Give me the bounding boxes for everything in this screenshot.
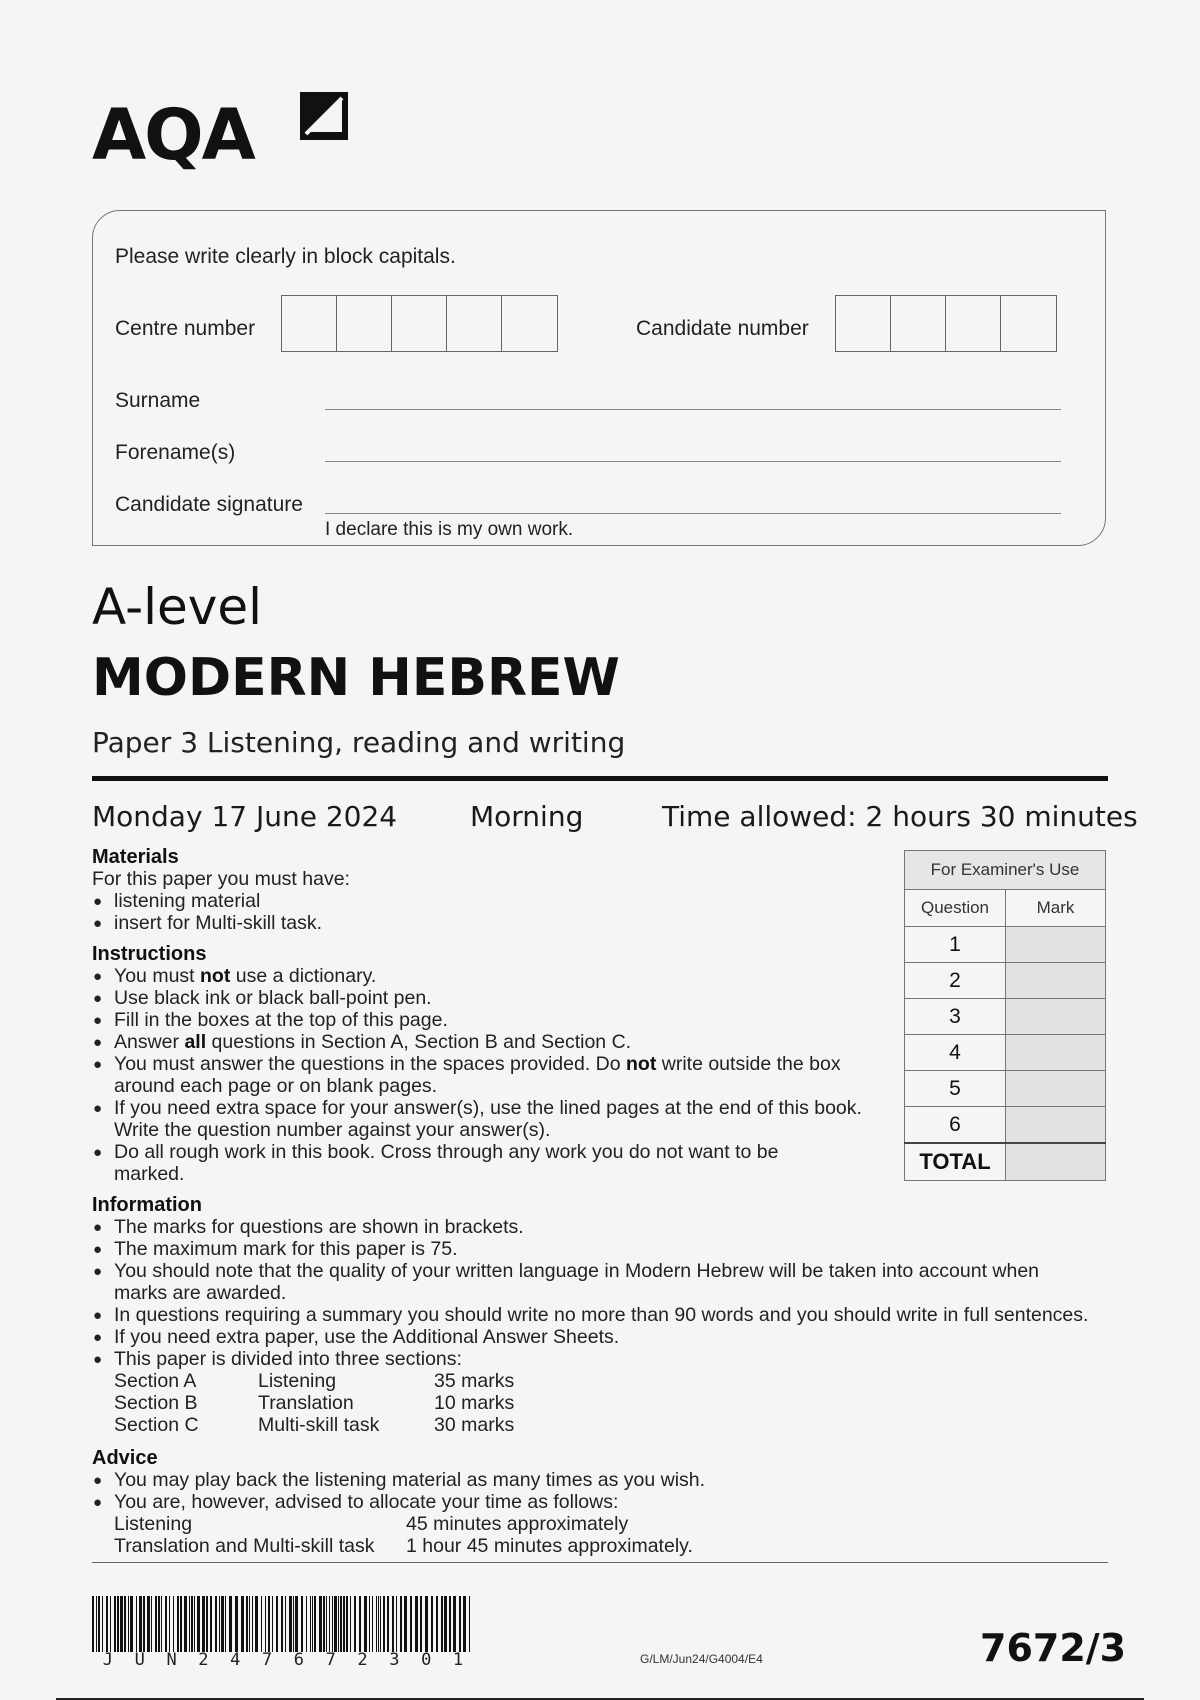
mark-column-header: Mark (1006, 890, 1106, 927)
barcode-bar (329, 1596, 330, 1652)
instruction-dictionary: You must not use a dictionary. (114, 965, 377, 987)
barcode-bar (459, 1596, 461, 1652)
instruction-spaces: You must answer the questions in the spaces provided. Do not write outside the box (114, 1053, 841, 1075)
barcode-bar (343, 1596, 345, 1652)
table-row (905, 927, 1106, 963)
barcode-bar (295, 1596, 298, 1652)
barcode-bar (301, 1596, 303, 1652)
info-marks-brackets: The marks for questions are shown in brackets. (114, 1216, 524, 1238)
info-summary-words: In questions requiring a summary you should write no more than 90 words and you should write in full sentences. (114, 1304, 1089, 1326)
candidate-digit-box[interactable] (1001, 296, 1056, 351)
instruction-extra-space-cont: Write the question number against your answer(s). (114, 1119, 551, 1141)
question-number: 3 (905, 999, 1006, 1035)
mark-cell (1006, 1035, 1106, 1071)
section-a-type: Listening (258, 1370, 337, 1392)
barcode-bar (312, 1596, 313, 1652)
barcode-bar (128, 1596, 129, 1652)
barcode-bar (392, 1596, 394, 1652)
barcode-bar (272, 1596, 273, 1652)
candidate-number-boxes[interactable] (835, 295, 1057, 352)
block-capitals-note: Please write clearly in block capitals. (115, 245, 456, 268)
candidate-digit-box[interactable] (946, 296, 1001, 351)
barcode-bar (383, 1596, 385, 1652)
instruction-spaces-cont: around each page or on blank pages. (114, 1075, 438, 1097)
barcode-bar (147, 1596, 150, 1652)
barcode-bar (177, 1596, 179, 1652)
bullet-icon: ● (93, 1219, 103, 1236)
paper-reference: G/LM/Jun24/G4004/E4 (640, 1652, 763, 1666)
time-allowed: Time allowed: 2 hours 30 minutes (662, 800, 1138, 833)
instructions-heading: Instructions (92, 943, 207, 965)
centre-digit-box[interactable] (502, 296, 557, 351)
barcode-digit: 0 (421, 1650, 432, 1670)
barcode-bar (130, 1596, 133, 1652)
bullet-icon: ● (93, 1351, 103, 1368)
barcode-bar (463, 1596, 466, 1652)
section-a-name: Section A (114, 1370, 197, 1392)
barcode-bar (169, 1596, 170, 1652)
mark-cell (1006, 927, 1106, 963)
total-mark-cell (1006, 1143, 1106, 1181)
bullet-icon: ● (93, 990, 103, 1007)
barcode-bar (189, 1596, 190, 1652)
barcode-bar (173, 1596, 174, 1652)
barcode-bar (346, 1596, 348, 1652)
question-number: 1 (905, 927, 1006, 963)
barcode-bar (306, 1596, 307, 1652)
materials-heading: Materials (92, 846, 179, 868)
barcode-bar (110, 1596, 111, 1652)
forename-field[interactable] (325, 461, 1061, 462)
bullet-icon: ● (93, 1100, 103, 1117)
barcode-bar (265, 1596, 266, 1652)
centre-number-label: Centre number (115, 317, 256, 340)
barcode-bar (206, 1596, 208, 1652)
info-extra-paper: If you need extra paper, use the Additional Answer Sheets. (114, 1326, 620, 1348)
materials-item: insert for Multi-skill task. (114, 912, 323, 934)
barcode-bar (194, 1596, 195, 1652)
candidate-details-box (92, 210, 1106, 546)
table-row (905, 963, 1106, 999)
barcode (92, 1596, 474, 1652)
barcode-bar (340, 1596, 342, 1652)
barcode-bar (117, 1596, 119, 1652)
barcode-bar (241, 1596, 244, 1652)
barcode-bar (197, 1596, 200, 1652)
forename-label: Forename(s) (115, 441, 236, 464)
barcode-digit: 4 (230, 1650, 241, 1670)
barcode-bar (396, 1596, 397, 1652)
table-row (905, 1071, 1106, 1107)
bullet-icon: ● (93, 1241, 103, 1258)
barcode-bar (338, 1596, 339, 1652)
candidate-digit-box[interactable] (891, 296, 946, 351)
barcode-digit: 2 (357, 1650, 368, 1670)
barcode-digits (92, 1650, 474, 1670)
examiner-use-table (904, 850, 1106, 1181)
barcode-bar (469, 1596, 470, 1652)
barcode-bar (334, 1596, 337, 1652)
aqa-logo (92, 88, 354, 184)
barcode-digit: 6 (293, 1650, 304, 1670)
barcode-bar (221, 1596, 224, 1652)
info-sections-intro: This paper is divided into three sections: (114, 1348, 462, 1370)
barcode-bar (151, 1596, 152, 1652)
barcode-bar (359, 1596, 361, 1652)
barcode-bar (404, 1596, 407, 1652)
barcode-bar (314, 1596, 316, 1652)
aqa-logo-mark-icon (296, 88, 352, 144)
info-language-quality: You should note that the quality of your written language in Modern Hebrew will be taken into account when (114, 1260, 1040, 1282)
instruction-boxes: Fill in the boxes at the top of this page. (114, 1009, 448, 1031)
subject-title: MODERN HEBREW (92, 648, 620, 708)
barcode-bar (225, 1596, 226, 1652)
barcode-bar (425, 1596, 428, 1652)
total-label: TOTAL (905, 1143, 1006, 1181)
total-row (905, 1143, 1106, 1181)
barcode-bar (106, 1596, 108, 1652)
barcode-bar (98, 1596, 100, 1652)
instruction-extra-space: If you need extra space for your answer(s), use the lined pages at the end of this book. (114, 1097, 862, 1119)
bullet-icon: ● (93, 1263, 103, 1280)
centre-digit-box[interactable] (337, 296, 392, 351)
signature-field[interactable] (325, 513, 1061, 514)
advice-translation-time: 1 hour 45 minutes approximately. (406, 1535, 693, 1557)
question-number: 4 (905, 1035, 1006, 1071)
surname-label: Surname (115, 389, 201, 412)
instruction-ink: Use black ink or black ball-point pen. (114, 987, 432, 1009)
bullet-icon: ● (93, 1034, 103, 1051)
barcode-bar (255, 1596, 258, 1652)
instruction-answer-all: Answer all questions in Section A, Section B and Section C. (114, 1031, 632, 1053)
advice-listening-time: 45 minutes approximately (406, 1513, 629, 1535)
barcode-bar (436, 1596, 438, 1652)
barcode-bar (420, 1596, 422, 1652)
question-number: 5 (905, 1071, 1006, 1107)
table-row (905, 1107, 1106, 1144)
barcode-digit: N (166, 1650, 177, 1670)
surname-field[interactable] (325, 409, 1061, 410)
mark-cell (1006, 1107, 1106, 1144)
advice-listening-label: Listening (114, 1513, 193, 1535)
barcode-bar (364, 1596, 367, 1652)
question-number: 6 (905, 1107, 1006, 1144)
bullet-icon: ● (93, 968, 103, 985)
barcode-bar (215, 1596, 217, 1652)
barcode-bar (332, 1596, 333, 1652)
barcode-bar (276, 1596, 278, 1652)
section-b-type: Translation (258, 1392, 354, 1414)
barcode-bar (210, 1596, 212, 1652)
barcode-bar (449, 1596, 451, 1652)
section-c-name: Section C (114, 1414, 199, 1436)
barcode-bar (124, 1596, 126, 1652)
barcode-bar (387, 1596, 389, 1652)
barcode-bar (252, 1596, 253, 1652)
info-max-mark: The maximum mark for this paper is 75. (114, 1238, 458, 1260)
barcode-bar (415, 1596, 418, 1652)
barcode-bar (180, 1596, 182, 1652)
information-heading: Information (92, 1194, 202, 1216)
materials-item: listening material (114, 890, 261, 912)
section-c-type: Multi-skill task (258, 1414, 380, 1436)
barcode-digit: U (134, 1650, 145, 1670)
info-language-quality-cont: marks are awarded. (114, 1282, 287, 1304)
candidate-number-label: Candidate number (636, 317, 809, 340)
materials-intro: For this paper you must have: (92, 868, 350, 890)
qualification-title: A-level (92, 578, 263, 636)
barcode-bar (158, 1596, 160, 1652)
barcode-bar (161, 1596, 162, 1652)
advice-translation-label: Translation and Multi-skill task (114, 1535, 375, 1557)
bullet-icon: ● (93, 1056, 103, 1073)
section-a-marks: 35 marks (434, 1370, 515, 1392)
centre-digit-box[interactable] (282, 296, 337, 351)
barcode-bar (444, 1596, 447, 1652)
paper-title: Paper 3 Listening, reading and writing (92, 726, 626, 759)
mark-cell (1006, 999, 1106, 1035)
bullet-icon: ● (93, 1012, 103, 1029)
barcode-digit: 7 (325, 1650, 336, 1670)
section-b-name: Section B (114, 1392, 198, 1414)
bullet-icon: ● (93, 1144, 103, 1161)
advice-divider (92, 1562, 1108, 1563)
barcode-bar (165, 1596, 167, 1652)
centre-number-boxes[interactable] (281, 295, 558, 352)
centre-digit-box[interactable] (392, 296, 447, 351)
barcode-bar (96, 1596, 97, 1652)
barcode-bar (369, 1596, 370, 1652)
barcode-bar (139, 1596, 142, 1652)
table-row (905, 1035, 1106, 1071)
mark-cell (1006, 1071, 1106, 1107)
barcode-bar (235, 1596, 238, 1652)
centre-digit-box[interactable] (447, 296, 502, 351)
barcode-bar (350, 1596, 351, 1652)
barcode-bar (319, 1596, 322, 1652)
mark-cell (1006, 963, 1106, 999)
barcode-digit: J (102, 1650, 114, 1670)
bullet-icon: ● (93, 915, 103, 932)
exam-session: Morning (470, 800, 584, 833)
barcode-bar (120, 1596, 123, 1652)
barcode-bar (441, 1596, 443, 1652)
barcode-bar (281, 1596, 283, 1652)
barcode-bar (155, 1596, 157, 1652)
section-c-marks: 30 marks (434, 1414, 515, 1436)
advice-heading: Advice (92, 1447, 158, 1469)
paper-code: 7672/3 (980, 1626, 1127, 1670)
barcode-bar (191, 1596, 193, 1652)
signature-label: Candidate signature (115, 493, 303, 516)
exam-date: Monday 17 June 2024 (92, 800, 398, 833)
barcode-bar (114, 1596, 116, 1652)
barcode-bar (92, 1596, 94, 1652)
bullet-icon: ● (93, 1329, 103, 1346)
barcode-bar (431, 1596, 433, 1652)
barcode-bar (268, 1596, 270, 1652)
instruction-rough-work-cont: marked. (114, 1163, 185, 1185)
barcode-bar (380, 1596, 381, 1652)
declaration-text: I declare this is my own work. (325, 519, 574, 540)
bullet-icon: ● (93, 1494, 103, 1511)
barcode-bar (229, 1596, 232, 1652)
barcode-bar (143, 1596, 145, 1652)
question-number: 2 (905, 963, 1006, 999)
candidate-digit-box[interactable] (836, 296, 891, 351)
bullet-icon: ● (93, 1307, 103, 1324)
question-column-header: Question (905, 890, 1006, 927)
aqa-logo-text: AQA (92, 94, 254, 176)
table-row (905, 999, 1106, 1035)
barcode-bar (376, 1596, 377, 1652)
barcode-bar (326, 1596, 327, 1652)
barcode-bar (378, 1596, 379, 1652)
barcode-digit: 3 (389, 1650, 400, 1670)
advice-allocate: You are, however, advised to allocate your time as follows: (114, 1491, 619, 1513)
examiner-table-heading: For Examiner's Use (905, 851, 1106, 890)
barcode-bar (285, 1596, 286, 1652)
barcode-bar (219, 1596, 220, 1652)
barcode-bar (246, 1596, 248, 1652)
barcode-bar (184, 1596, 187, 1652)
barcode-bar (102, 1596, 103, 1652)
barcode-bar (453, 1596, 456, 1652)
barcode-digit: 7 (261, 1650, 273, 1670)
title-divider (92, 776, 1108, 781)
barcode-bar (354, 1596, 356, 1652)
barcode-digit: 1 (452, 1650, 464, 1670)
bullet-icon: ● (93, 893, 103, 910)
barcode-bar (323, 1596, 325, 1652)
bullet-icon: ● (93, 1472, 103, 1489)
barcode-bar (289, 1596, 292, 1652)
instruction-rough-work: Do all rough work in this book. Cross through any work you do not want to be (114, 1141, 779, 1163)
advice-playback: You may play back the listening material as many times as you wish. (114, 1469, 706, 1491)
barcode-bar (310, 1596, 311, 1652)
barcode-bar (249, 1596, 250, 1652)
barcode-bar (202, 1596, 205, 1652)
section-b-marks: 10 marks (434, 1392, 515, 1414)
barcode-bar (136, 1596, 137, 1652)
barcode-bar (372, 1596, 373, 1652)
barcode-bar (261, 1596, 262, 1652)
barcode-bar (293, 1596, 294, 1652)
barcode-bar (410, 1596, 412, 1652)
barcode-bar (400, 1596, 402, 1652)
barcode-digit: 2 (198, 1650, 209, 1670)
